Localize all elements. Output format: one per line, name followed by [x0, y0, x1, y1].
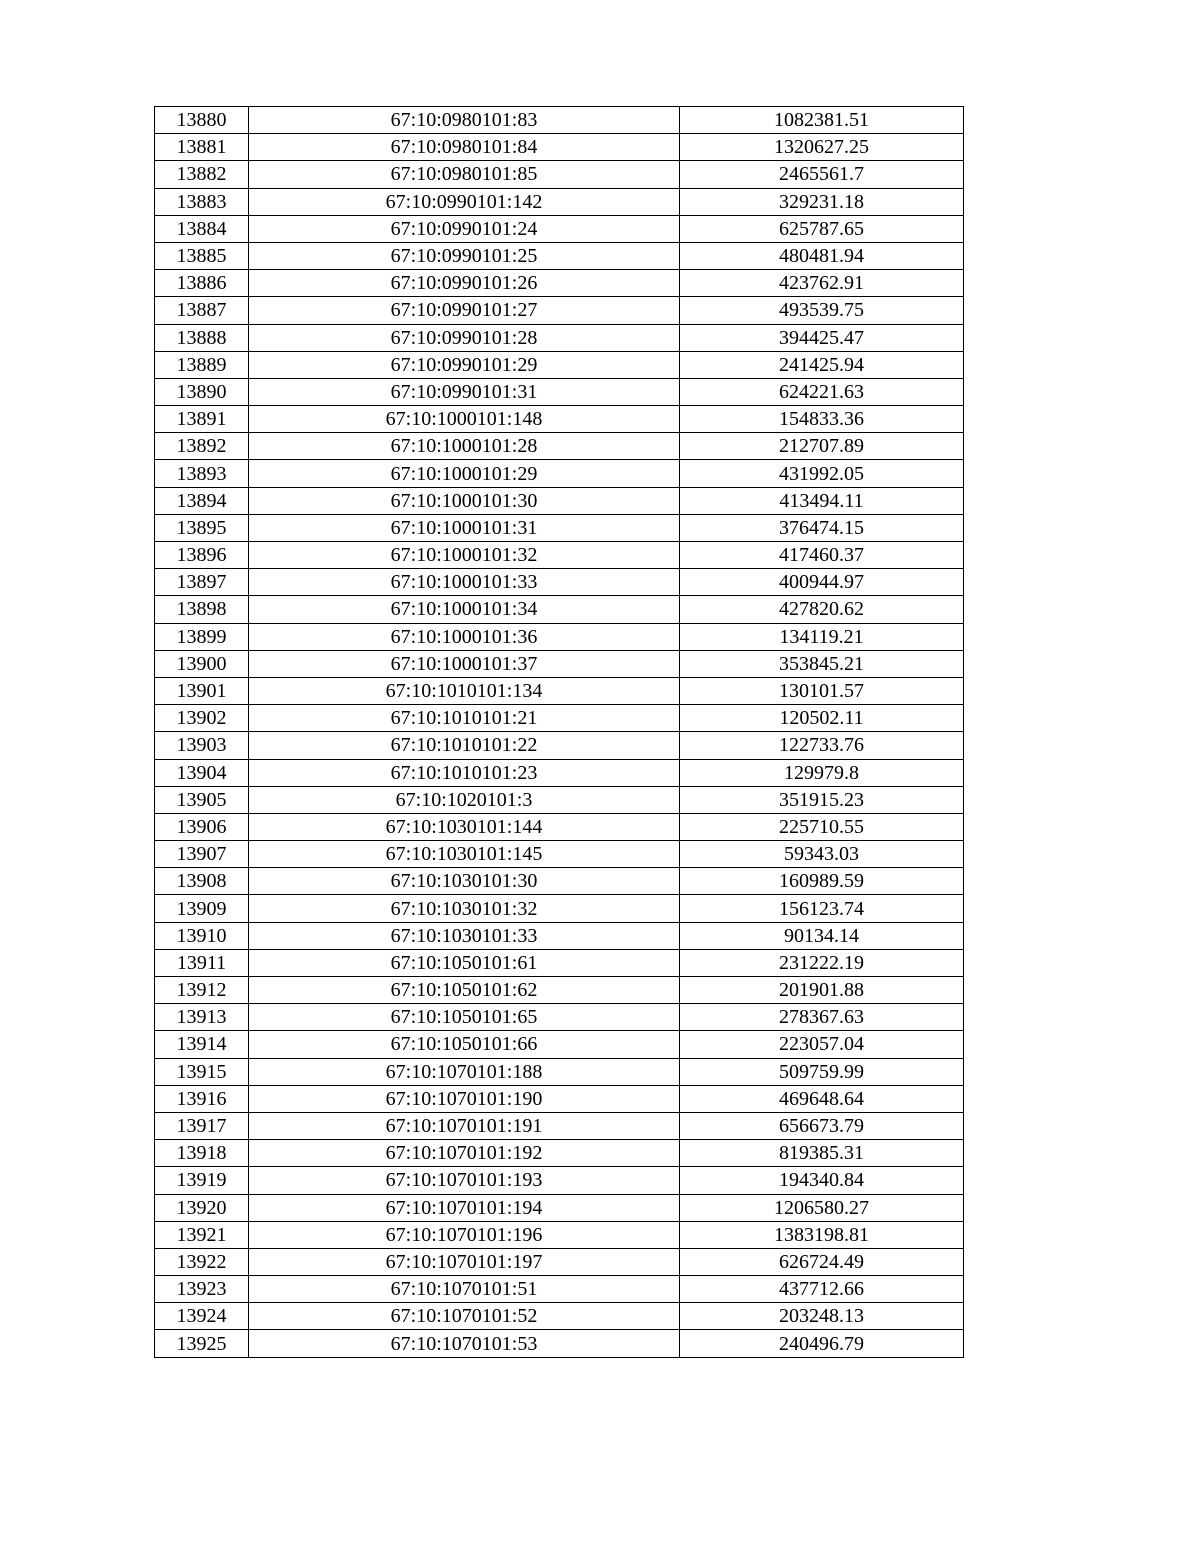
table-row: [155, 406, 964, 433]
cadastral-number-cell: 67:10:0990101:142: [249, 188, 680, 215]
cadastral-number-cell: 67:10:1050101:66: [249, 1031, 680, 1058]
row-number-cell: 13911: [155, 949, 249, 976]
cadastral-number-cell: 67:10:1050101:62: [249, 977, 680, 1004]
value-cell: 130101.57: [680, 677, 964, 704]
table-row: [155, 324, 964, 351]
value-cell: 351915.23: [680, 786, 964, 813]
table-row: [155, 1194, 964, 1221]
table-row: [155, 242, 964, 269]
cadastral-number-cell: 67:10:1070101:197: [249, 1248, 680, 1275]
table-row: [155, 542, 964, 569]
table-row: [155, 188, 964, 215]
cadastral-number-cell: 67:10:1070101:53: [249, 1330, 680, 1357]
cadastral-number-cell: 67:10:1010101:23: [249, 759, 680, 786]
value-cell: 1320627.25: [680, 134, 964, 161]
row-number-cell: 13914: [155, 1031, 249, 1058]
value-cell: 2465561.7: [680, 161, 964, 188]
value-cell: 1082381.51: [680, 107, 964, 134]
row-number-cell: 13908: [155, 868, 249, 895]
table-row: [155, 895, 964, 922]
value-cell: 469648.64: [680, 1085, 964, 1112]
row-number-cell: 13889: [155, 351, 249, 378]
value-cell: 122733.76: [680, 732, 964, 759]
cadastral-number-cell: 67:10:0990101:31: [249, 378, 680, 405]
cadastral-number-cell: 67:10:1000101:34: [249, 596, 680, 623]
table-row: [155, 1248, 964, 1275]
table-row: [155, 1058, 964, 1085]
value-cell: 626724.49: [680, 1248, 964, 1275]
value-cell: 509759.99: [680, 1058, 964, 1085]
table-row: [155, 759, 964, 786]
table-row: [155, 1221, 964, 1248]
value-cell: 493539.75: [680, 297, 964, 324]
value-cell: 431992.05: [680, 460, 964, 487]
value-cell: 120502.11: [680, 705, 964, 732]
cadastral-number-cell: 67:10:0990101:25: [249, 242, 680, 269]
value-cell: 223057.04: [680, 1031, 964, 1058]
value-cell: 400944.97: [680, 569, 964, 596]
row-number-cell: 13881: [155, 134, 249, 161]
cadastral-number-cell: 67:10:1000101:37: [249, 650, 680, 677]
cadastral-number-cell: 67:10:1070101:191: [249, 1112, 680, 1139]
row-number-cell: 13909: [155, 895, 249, 922]
cadastral-number-cell: 67:10:0990101:24: [249, 215, 680, 242]
cadastral-number-cell: 67:10:1070101:190: [249, 1085, 680, 1112]
cadastral-number-cell: 67:10:1000101:33: [249, 569, 680, 596]
value-cell: 212707.89: [680, 433, 964, 460]
value-cell: 376474.15: [680, 514, 964, 541]
cadastral-number-cell: 67:10:0990101:26: [249, 270, 680, 297]
value-cell: 624221.63: [680, 378, 964, 405]
table-row: [155, 1303, 964, 1330]
cadastral-number-cell: 67:10:1070101:194: [249, 1194, 680, 1221]
cadastral-number-cell: 67:10:0990101:27: [249, 297, 680, 324]
value-cell: 394425.47: [680, 324, 964, 351]
value-cell: 240496.79: [680, 1330, 964, 1357]
row-number-cell: 13892: [155, 433, 249, 460]
table-row: [155, 813, 964, 840]
cadastral-number-cell: 67:10:1030101:33: [249, 922, 680, 949]
table-row: [155, 134, 964, 161]
row-number-cell: 13905: [155, 786, 249, 813]
row-number-cell: 13898: [155, 596, 249, 623]
row-number-cell: 13893: [155, 460, 249, 487]
cadastral-number-cell: 67:10:1010101:21: [249, 705, 680, 732]
table-row: [155, 841, 964, 868]
cadastral-number-cell: 67:10:1070101:196: [249, 1221, 680, 1248]
table-row: [155, 433, 964, 460]
table-row: [155, 1112, 964, 1139]
value-cell: 417460.37: [680, 542, 964, 569]
table-row: [155, 215, 964, 242]
table-row: [155, 1140, 964, 1167]
row-number-cell: 13906: [155, 813, 249, 840]
cadastral-number-cell: 67:10:1010101:134: [249, 677, 680, 704]
value-cell: 225710.55: [680, 813, 964, 840]
row-number-cell: 13884: [155, 215, 249, 242]
table-row: [155, 107, 964, 134]
row-number-cell: 13890: [155, 378, 249, 405]
cadastral-number-cell: 67:10:1050101:61: [249, 949, 680, 976]
row-number-cell: 13886: [155, 270, 249, 297]
row-number-cell: 13880: [155, 107, 249, 134]
row-number-cell: 13923: [155, 1276, 249, 1303]
value-cell: 819385.31: [680, 1140, 964, 1167]
cadastral-number-cell: 67:10:1070101:193: [249, 1167, 680, 1194]
table-row: [155, 1276, 964, 1303]
row-number-cell: 13925: [155, 1330, 249, 1357]
row-number-cell: 13895: [155, 514, 249, 541]
table-row: [155, 297, 964, 324]
cadastral-number-cell: 67:10:0990101:29: [249, 351, 680, 378]
row-number-cell: 13912: [155, 977, 249, 1004]
value-cell: 1206580.27: [680, 1194, 964, 1221]
value-cell: 201901.88: [680, 977, 964, 1004]
table-row: [155, 161, 964, 188]
table-row: [155, 487, 964, 514]
row-number-cell: 13901: [155, 677, 249, 704]
row-number-cell: 13918: [155, 1140, 249, 1167]
cadastral-number-cell: 67:10:0980101:84: [249, 134, 680, 161]
row-number-cell: 13902: [155, 705, 249, 732]
cadastral-number-cell: 67:10:1000101:31: [249, 514, 680, 541]
table-row: [155, 922, 964, 949]
value-cell: 329231.18: [680, 188, 964, 215]
cadastral-number-cell: 67:10:1000101:29: [249, 460, 680, 487]
cadastral-number-cell: 67:10:1030101:30: [249, 868, 680, 895]
cadastral-number-cell: 67:10:1000101:36: [249, 623, 680, 650]
cadastral-number-cell: 67:10:0980101:85: [249, 161, 680, 188]
value-cell: 134119.21: [680, 623, 964, 650]
table-row: [155, 514, 964, 541]
table-row: [155, 977, 964, 1004]
row-number-cell: 13894: [155, 487, 249, 514]
cadastral-number-cell: 67:10:0980101:83: [249, 107, 680, 134]
row-number-cell: 13907: [155, 841, 249, 868]
table-row: [155, 351, 964, 378]
cadastral-number-cell: 67:10:1030101:144: [249, 813, 680, 840]
cadastral-number-cell: 67:10:1000101:32: [249, 542, 680, 569]
table-row: [155, 1085, 964, 1112]
table-row: [155, 732, 964, 759]
cadastral-number-cell: 67:10:1070101:51: [249, 1276, 680, 1303]
table-row: [155, 596, 964, 623]
row-number-cell: 13922: [155, 1248, 249, 1275]
row-number-cell: 13910: [155, 922, 249, 949]
value-cell: 129979.8: [680, 759, 964, 786]
table-row: [155, 949, 964, 976]
value-cell: 656673.79: [680, 1112, 964, 1139]
row-number-cell: 13917: [155, 1112, 249, 1139]
table-row: [155, 460, 964, 487]
value-cell: 194340.84: [680, 1167, 964, 1194]
value-cell: 241425.94: [680, 351, 964, 378]
row-number-cell: 13900: [155, 650, 249, 677]
row-number-cell: 13896: [155, 542, 249, 569]
row-number-cell: 13897: [155, 569, 249, 596]
table-row: [155, 1167, 964, 1194]
row-number-cell: 13887: [155, 297, 249, 324]
row-number-cell: 13891: [155, 406, 249, 433]
value-cell: 423762.91: [680, 270, 964, 297]
value-cell: 1383198.81: [680, 1221, 964, 1248]
value-cell: 154833.36: [680, 406, 964, 433]
row-number-cell: 13915: [155, 1058, 249, 1085]
row-number-cell: 13924: [155, 1303, 249, 1330]
row-number-cell: 13882: [155, 161, 249, 188]
table-row: [155, 270, 964, 297]
row-number-cell: 13904: [155, 759, 249, 786]
value-cell: 353845.21: [680, 650, 964, 677]
value-cell: 278367.63: [680, 1004, 964, 1031]
table-row: [155, 623, 964, 650]
row-number-cell: 13885: [155, 242, 249, 269]
table-row: [155, 1004, 964, 1031]
value-cell: 156123.74: [680, 895, 964, 922]
table-row: [155, 677, 964, 704]
cadastral-number-cell: 67:10:1070101:188: [249, 1058, 680, 1085]
value-cell: 90134.14: [680, 922, 964, 949]
value-cell: 59343.03: [680, 841, 964, 868]
value-cell: 480481.94: [680, 242, 964, 269]
data-table: [154, 106, 964, 1358]
cadastral-number-cell: 67:10:0990101:28: [249, 324, 680, 351]
table-row: [155, 705, 964, 732]
cadastral-number-cell: 67:10:1070101:192: [249, 1140, 680, 1167]
table-row: [155, 1031, 964, 1058]
cadastral-number-cell: 67:10:1050101:65: [249, 1004, 680, 1031]
row-number-cell: 13921: [155, 1221, 249, 1248]
value-cell: 413494.11: [680, 487, 964, 514]
value-cell: 231222.19: [680, 949, 964, 976]
value-cell: 203248.13: [680, 1303, 964, 1330]
cadastral-number-cell: 67:10:1030101:145: [249, 841, 680, 868]
value-cell: 437712.66: [680, 1276, 964, 1303]
table-row: [155, 650, 964, 677]
row-number-cell: 13899: [155, 623, 249, 650]
cadastral-number-cell: 67:10:1000101:148: [249, 406, 680, 433]
cadastral-number-cell: 67:10:1000101:28: [249, 433, 680, 460]
cadastral-number-cell: 67:10:1030101:32: [249, 895, 680, 922]
cadastral-number-cell: 67:10:1070101:52: [249, 1303, 680, 1330]
row-number-cell: 13920: [155, 1194, 249, 1221]
row-number-cell: 13903: [155, 732, 249, 759]
cadastral-number-cell: 67:10:1010101:22: [249, 732, 680, 759]
table-body: [155, 107, 964, 1358]
table-row: [155, 868, 964, 895]
value-cell: 427820.62: [680, 596, 964, 623]
cadastral-number-cell: 67:10:1020101:3: [249, 786, 680, 813]
table-row: [155, 1330, 964, 1357]
row-number-cell: 13919: [155, 1167, 249, 1194]
row-number-cell: 13883: [155, 188, 249, 215]
value-cell: 160989.59: [680, 868, 964, 895]
cadastral-number-cell: 67:10:1000101:30: [249, 487, 680, 514]
row-number-cell: 13913: [155, 1004, 249, 1031]
value-cell: 625787.65: [680, 215, 964, 242]
table-row: [155, 569, 964, 596]
table-row: [155, 786, 964, 813]
table-row: [155, 378, 964, 405]
row-number-cell: 13916: [155, 1085, 249, 1112]
row-number-cell: 13888: [155, 324, 249, 351]
